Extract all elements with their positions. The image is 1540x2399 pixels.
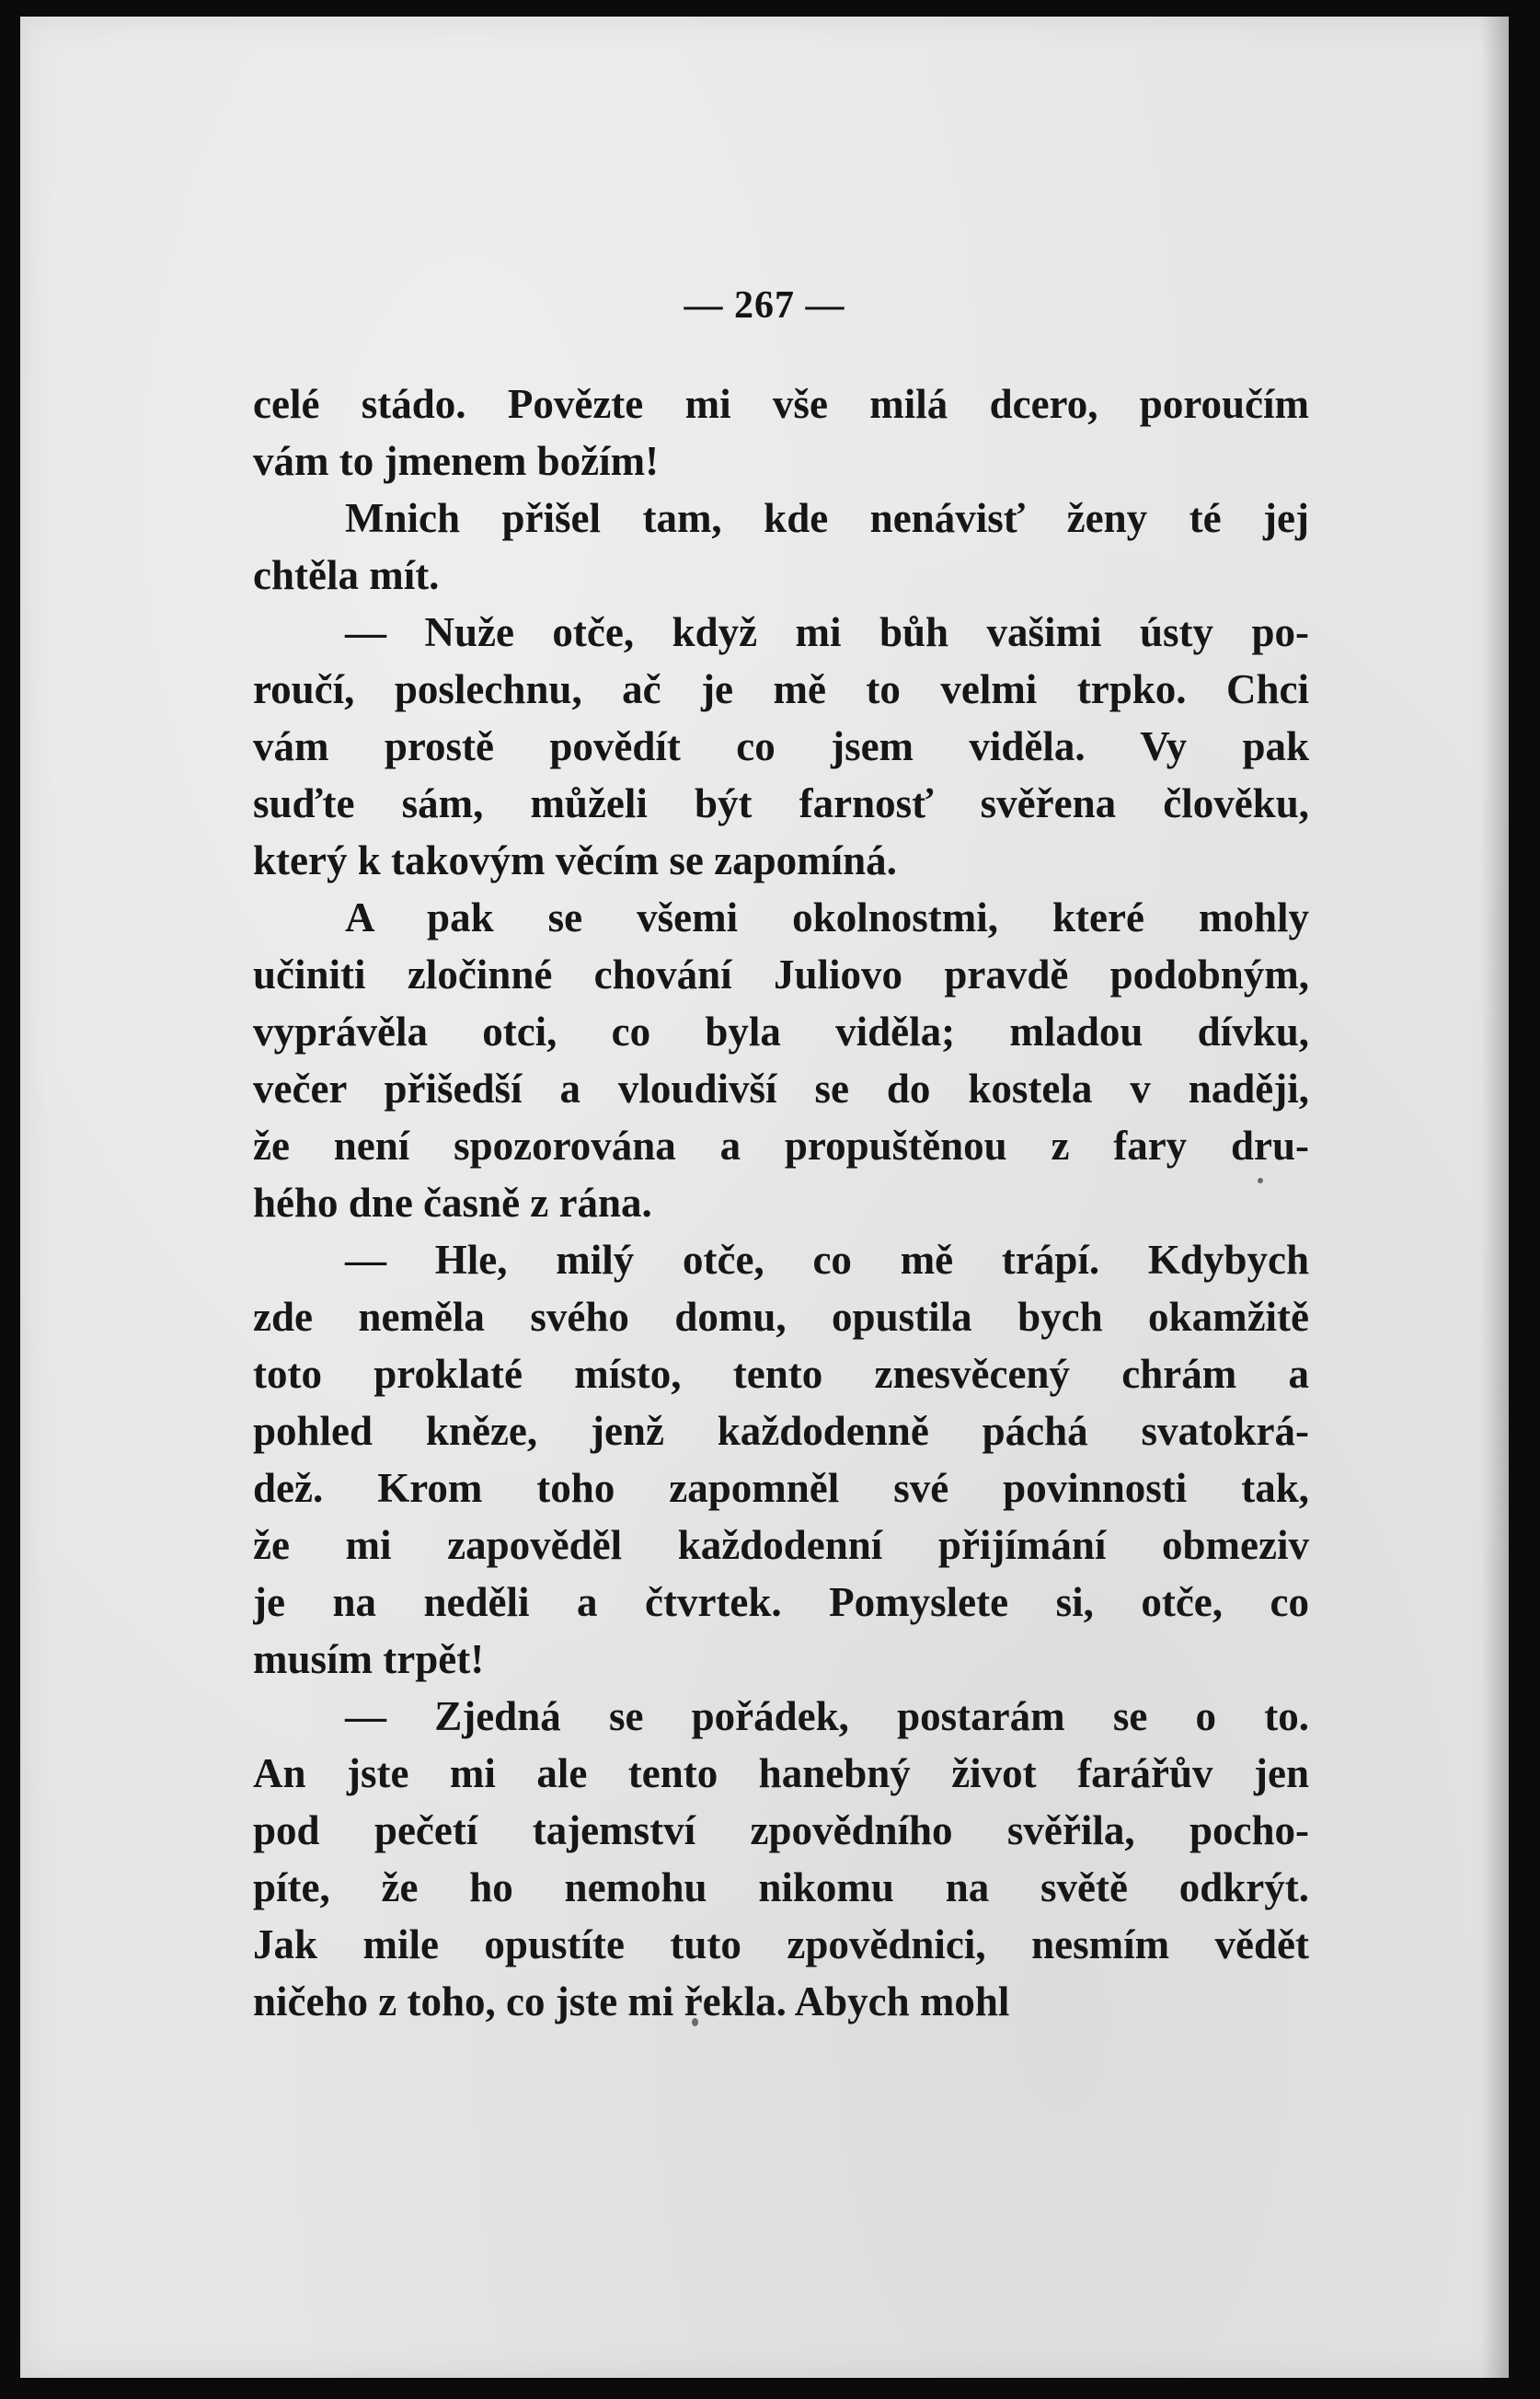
text-line: dež. Krom toho zapomněl své povinnosti tak,	[253, 1465, 1309, 1511]
text-line: An jste mi ale tento hanebný život farářův jen	[253, 1750, 1309, 1796]
text-line: hého dne časně z rána.	[253, 1180, 652, 1226]
text-line: suďte sám, můželi být farnosť svěřena člověku,	[253, 780, 1309, 826]
text-line: pohled kněze, jenž každodenně páchá svatokrá-	[253, 1408, 1309, 1454]
text-line: celé stádo. Povězte mi vše milá dcero, poroučím	[253, 381, 1309, 427]
text-line: pod pečetí tajemství zpovědního svěřila, pocho-	[253, 1807, 1309, 1853]
paragraph	[253, 1688, 1309, 2030]
text-line: večer přišedší a vloudivší se do kostela v naději,	[253, 1066, 1309, 1112]
paragraph	[253, 490, 1309, 604]
text-line: že není spozorována a propuštěnou z fary dru-	[253, 1123, 1309, 1169]
paragraph	[253, 604, 1309, 889]
text-line: — Hle, milý otče, co mě trápí. Kdybych	[345, 1237, 1309, 1283]
text-line: A pak se všemi okolnostmi, které mohly	[345, 894, 1309, 940]
body-text	[253, 375, 1309, 2030]
text-line: zde neměla svého domu, opustila bych okamžitě	[253, 1294, 1309, 1340]
text-line: musím trpět!	[253, 1636, 485, 1682]
text-line: — Zjedná se pořádek, postarám se o to.	[345, 1693, 1309, 1739]
text-line: toto proklaté místo, tento znesvěcený chrám a	[253, 1351, 1309, 1397]
text-line: — Nuže otče, když mi bůh vašimi ústy po-	[345, 609, 1309, 655]
text-line: že mi zapověděl každodenní přijímání obmeziv	[253, 1522, 1309, 1568]
text-line: vám to jmenem božím!	[253, 438, 660, 484]
text-line: který k takovým věcím se zapomíná.	[253, 837, 897, 883]
text-line: píte, že ho nemohu nikomu na světě odkrýt.	[253, 1864, 1309, 1910]
text-line: chtěla mít.	[253, 552, 440, 598]
page-edge-shadow	[1481, 17, 1509, 2378]
text-line: Jak mile opustíte tuto zpovědnici, nesmím vědět	[253, 1921, 1309, 1967]
book-page	[20, 17, 1509, 2378]
text-line: Mnich přišel tam, kde nenávisť ženy té jej	[345, 495, 1309, 541]
text-line: ničeho z toho, co jste mi řekla. Abych mohl	[253, 1978, 1010, 2024]
page-number: — 267 —	[684, 284, 845, 327]
text-line: je na neděli a čtvrtek. Pomyslete si, otče, co	[253, 1579, 1309, 1625]
paragraph	[253, 889, 1309, 1231]
text-line: vyprávěla otci, co byla viděla; mladou dívku,	[253, 1009, 1309, 1055]
paragraph	[253, 375, 1309, 490]
text-line: učiniti zločinné chování Juliovo pravdě podobným,	[253, 952, 1309, 998]
text-line: vám prostě povědít co jsem viděla. Vy pak	[253, 723, 1309, 769]
paragraph	[253, 1231, 1309, 1688]
text-line: roučí, poslechnu, ač je mě to velmi trpko. Chci	[253, 666, 1309, 712]
